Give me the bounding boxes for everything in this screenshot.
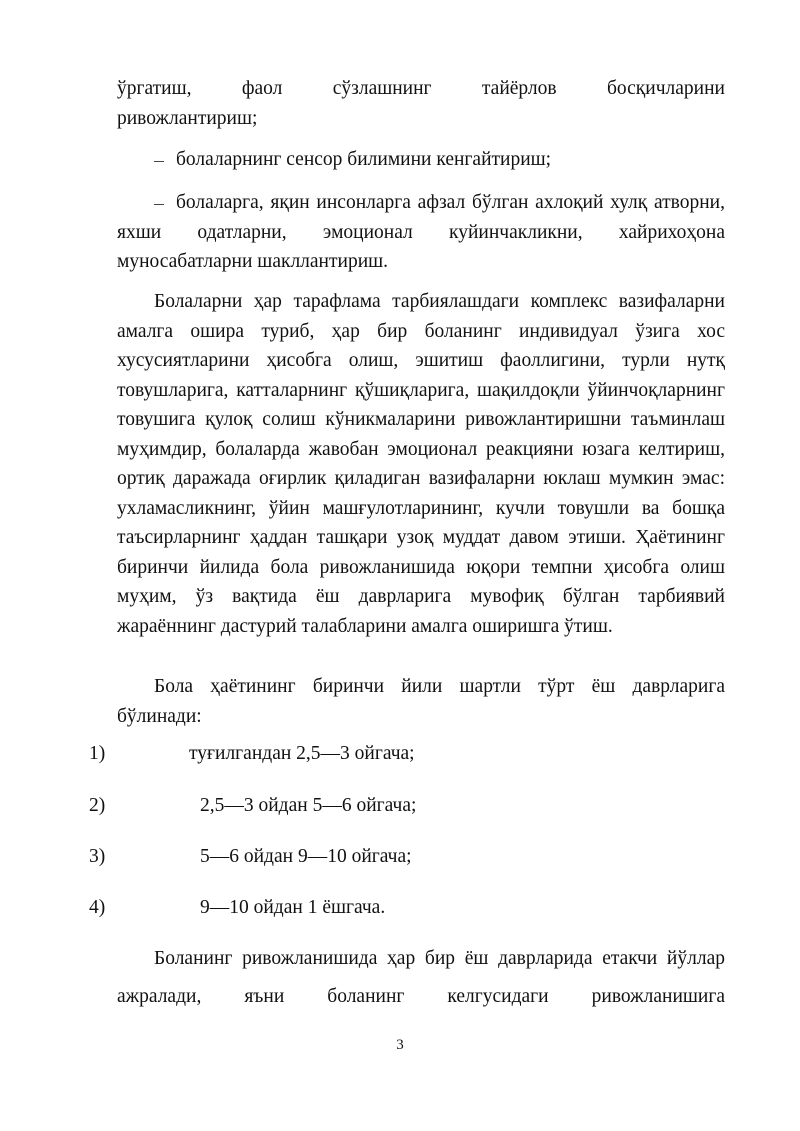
bullet-text: болаларга, яқин инсонларга афзал бўлган ахлоқий хулқ атворни, яхши одатларни, эмоционал куйинчакликни, хайрихоҳона муносабатларни шакллантириш. [117,192,725,272]
word: босқичларини [606,78,725,99]
paragraph-line-1 [117,74,725,104]
page-number: 3 [396,1037,404,1053]
paragraph-continuation [117,74,725,133]
dash-bullet-icon [154,161,164,162]
bullet-item-1 [117,145,725,175]
list-item: 9—10 ойдан 1 ёшгача. [200,897,386,918]
list-number: 3) [89,846,106,867]
paragraph-line-2: ривожлантириш; [117,107,258,129]
word: ўргатиш, [117,78,192,99]
dash-bullet-icon [154,204,164,205]
paragraph-periods-intro: Бола ҳаётининг биринчи йили шартли тўрт ёш даврларига бўлинади: [117,676,725,727]
paragraph-main: Болаларни ҳар тарафлама тарбиялашдаги комплекс вазифаларни амалга ошира туриб, ҳар бир боланинг индивидуал ўзига хос хусусиятларини ҳисобга олиш, эшитиш фаоллигини, турли нутқ товушларига, катталарнинг қўшиқларига, шақилдоқли ўйинчоқларнинг товушига қулоқ солиш кўникмаларини ривожлантиришни таъминлаш муҳимдир, болаларда жавобан эмоционал реакцияни юзага келтириш, ортиқ даражада оғирлик қиладиган вазифаларни юклаш мумкин эмас: ухламасликнинг, ўйин машғулотларининг, кучли товушли ва бошқа таъсирларнинг ҳаддан ташқари узоқ муддат давом этиши. Ҳаётининг биринчи йилида бола ривожланишида юқори темпни ҳисобга олиш муҳим, ўз вақтида ёш даврларига мувофиқ бўлган тарбиявий жараённинг дастурий талабларини амалга оширишга ўтиш. [117,291,725,637]
list-item: 2,5—3 ойдан 5—6 ойгача; [200,795,417,816]
list-item: 5—6 ойдан 9—10 ойгача; [200,846,412,867]
bullet-item-2 [117,188,725,277]
list-number: 2) [89,795,106,816]
word: фаол [241,78,283,99]
list-number: 4) [89,897,106,918]
word: сўзлашнинг [332,78,432,99]
bullet-text: болаларнинг сенсор билимини кенгайтириш; [176,149,552,170]
list-number: 1) [89,743,106,764]
paragraph-final: Боланинг ривожланишида ҳар бир ёш даврларида етакчи йўллар ажралади, яъни боланинг келгусидаги ривожланишига [117,948,725,1007]
word: тайёрлов [481,78,557,99]
list-item: туғилгандан 2,5—3 ойгача; [189,743,415,764]
